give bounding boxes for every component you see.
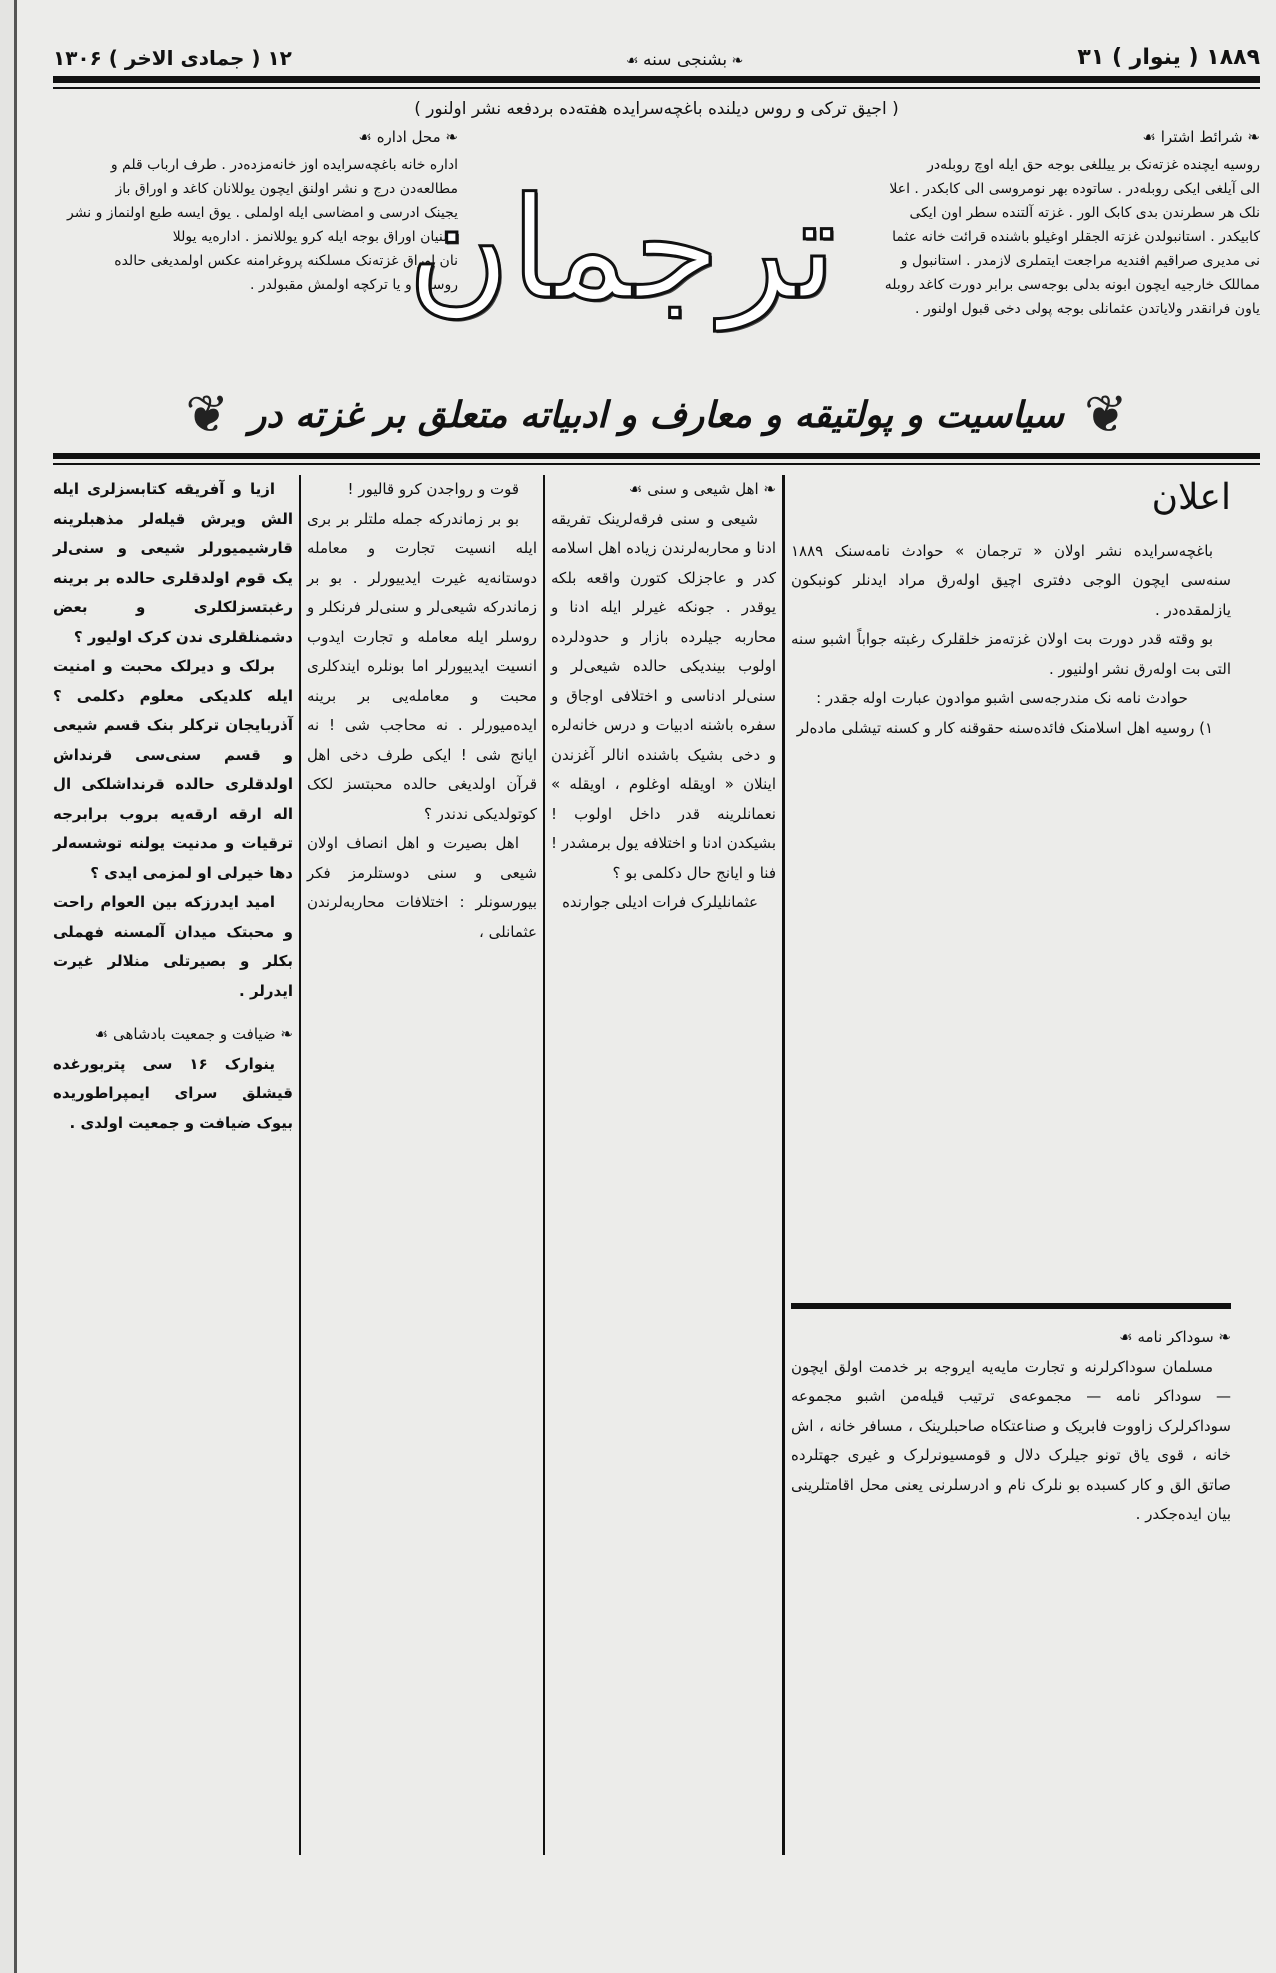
management-line: اداره خانه باغچه‌سرایده اوز خانه‌مزده‌در . طرف ارباب قلم و xyxy=(110,157,458,173)
tagline-row xyxy=(53,385,1260,445)
management-line: اولنیان اوراق بوجه ایله کرو یوللانمز . اداره‌یه یوللا xyxy=(172,229,458,245)
trade-section xyxy=(791,1323,1231,1530)
subscription-line: روسیه ایچنده غزته‌نک بر ییللغی بوجه حق ایله اوچ روبله‌در xyxy=(927,157,1260,173)
date-row xyxy=(53,36,1260,70)
issue-year xyxy=(626,50,743,70)
masthead-rule xyxy=(53,453,1260,459)
section-heading: ❧ ضیافت و جمعیت بادشاهی ☙ xyxy=(94,1025,293,1043)
column-rule xyxy=(299,475,301,1855)
paragraph: امید ایدرزکه بین العوام راحت و محبتک میدان آلمسنه فهملی بکلر و بصیرتلی منلالر غیرت ایدرلر . xyxy=(53,893,293,1000)
column-1 xyxy=(53,475,293,1855)
management-heading: ❧ محل اداره ☙ xyxy=(358,128,458,146)
paragraph: برلک و دیرلک محبت و امنیت ایله کلدیکی معلوم دکلمی ؟ آذربایجان ترکلر بنک قسم شیعی و قسم سنی‌سی قرنداش اولدقلری حالده قرنداشلکی ال اله ارقه ارقه‌یه بروب برابرجه ترقیات و مدنیت یولنه توشسه‌لر دها خیرلی او لمزمی ایدی ؟ xyxy=(53,657,293,882)
subscription-line: کابیکدر . استانبولدن غزته الجقلر اوغیلو باشنده قرائت خانه عثما xyxy=(892,229,1260,245)
year-label: بشنجی سنه xyxy=(643,50,728,70)
ornament-icon: ❧ xyxy=(727,53,744,69)
columns-row xyxy=(53,475,1260,1855)
paragraph: شیعی و سنی فرقه‌لرینک تفریقه ادنا و محاربه‌لرندن زیاده اهل اسلامه کدر و عاجزلک کتورن واقعه بلکه یوقدر . جونکه غیرلر ایله ادنا و محاربه جیلرده بازار و حدودلرده اولوب بیندیکی حالده شیعی‌لر و سنی‌لر ادنا‌سی و اختلافی اوجاق و سفره باشنه ادبیات و درس خانه‌لره و دخی بشیک باشنده انالر آغزندن اینلان « اویقله اوغلوم ، اویقله » نعمانلرینه قدر داخل اولوب ! بشیکدن ادنا و اختلافه یول برمشدر ! فنا و ایانج حال دکلمی بو ؟ xyxy=(551,509,776,882)
paragraph: بو وقته قدر دورت بت اولان غزته‌مز خلقلرک رغبته جواباً اشبو سنه التی بت اوله‌رق نشر اولنیور . xyxy=(791,630,1231,678)
masthead-title: ترجمان xyxy=(407,168,837,331)
paragraph: اهل بصیرت و اهل انصاف اولان شیعی و سنی دوستلرمز فکر بیورسونلر : اختلافات محاربه‌لرندن عثمانلی ، xyxy=(307,834,537,941)
subscription-line: مماللک خارجیه ایچون ابونه بدلی بوجه‌سی برابر دورت کاغد روبله xyxy=(884,277,1260,293)
gregorian-date: ۱۸۸۹ ( ینوار ) ۳۱ xyxy=(1077,45,1260,70)
hijri-date: ۱۲ ( جمادی الاخر ) ۱۳۰۶ xyxy=(53,46,292,70)
announcement-title: اعلان xyxy=(1151,477,1231,518)
paragraph: قوت و رواجدن کرو قالیور ! xyxy=(347,480,519,498)
right-column xyxy=(791,475,1231,1855)
paragraph: مسلمان سوداکرلرنه و تجارت مایه‌یه ایروجه بر خدمت اولق ایچون — سوداکر نامه — مجموعه‌ی ترتیب قیله‌من اشبو مجموعه سوداکرلرک زاووت فابریک و صناعتکاه صاحبلرینک ، مسافر خانه ، اش خانه ، قوی یاق تونو جیلرک دلال و قومسیونرلرک و غیری جهتلرده صاتق الق و کار کسبده بو نلرک نام و ادرسلرنی یعنی محل اقامتلرینی بیان ایده‌جکدر . xyxy=(791,1357,1231,1523)
management-line: یجینک ادرسی و امضاسی ایله اولملی . یوق ایسه طبع اولنماز و نشر xyxy=(67,205,458,221)
subscription-line: نی مدیری صراقیم افندیه مراجعت ایتملری لازمدر . استانبول و xyxy=(900,253,1260,269)
masthead-rule-thin xyxy=(53,463,1260,465)
subtitle: ( اجیق ترکی و روس دیلنده باغچه‌سرایده هفته‌ده بردفعه نشر اولنور ) xyxy=(414,99,899,119)
heading-text: سوداکر نامه xyxy=(1137,1328,1214,1346)
flourish-ornament-icon: ❦ xyxy=(1083,385,1128,445)
section-rule xyxy=(791,1303,1231,1309)
heading-text: محل اداره xyxy=(376,128,441,146)
column-2 xyxy=(307,475,537,1855)
announcement-section xyxy=(791,475,1231,743)
masthead-tagline: سیاسیت و پولتیقه و معارف و ادبیاته متعلق بر غزته در xyxy=(249,394,1064,436)
ornament-icon: ☙ xyxy=(626,53,644,69)
section-heading: ❧ سوداکر نامه ☙ xyxy=(1119,1328,1231,1346)
subscription-box xyxy=(855,125,1260,321)
subscription-line: الی آیلغی ایکی روبله‌در . ساتوده بهر نومروسی الی کابکدر . اعلا xyxy=(889,181,1260,197)
header-rule xyxy=(53,76,1260,83)
column-3 xyxy=(551,475,776,1855)
section-heading: ❧ اهل شیعی و سنی ☙ xyxy=(629,480,776,498)
subscription-line: یاون فرانقدر ولایاتدن عثمانلی بوجه پولی دخی قبول اولنور . xyxy=(914,301,1260,317)
management-line: نان اوراق غزته‌نک مسلکنه پروغرامنه عکس اولمدیغی حالده xyxy=(114,253,458,269)
paragraph: باغچه‌سرایده نشر اولان « ترجمان » حوادث نامه‌سنک ۱۸۸۹ سنه‌سی ایچون الوجی دفتری اچیق اوله‌رق مراد ایدنلر کونبکون یازلمقده‌در . xyxy=(791,541,1231,619)
heading-text: ضیافت و جمعیت بادشاهی xyxy=(112,1025,276,1043)
paragraph: عثمانلیلرک فرات ادیلی جوارنده xyxy=(562,893,758,911)
management-line: مطالعه‌دن درج و نشر اولنق ایچون یوللانان کاغد و اوراق باز xyxy=(115,181,458,197)
heading-text: اهل شیعی و سنی xyxy=(647,480,759,498)
flourish-ornament-icon: ❦ xyxy=(185,385,229,445)
paragraph: حوادث نامه نک مندرجه‌سی اشبو موادون عبارت اوله جقدر : xyxy=(816,689,1188,707)
header-rule-thin xyxy=(53,87,1260,89)
paragraph: بو بر زماندرکه جمله ملتلر بر بری ایله انسیت تجارت و معامله دوستانه‌یه غیرت ایدییورلر . بو بر زماندرکه شیعی‌لر و سنی‌لر فرنکلر و روسلر ایله معامله و تجارت ایدوب انسیت ایدییورلر اما بونلره ایندکلری محبت و معامله‌یی بر برینه ایده‌میورلر . نه محاجب شی ! نه ایانج شی ! ایکی طرف دخی اهل قرآن اولدیغی حالده محبتسز لکک کوتولدیکی ندندر ؟ xyxy=(307,509,537,823)
paragraph: ۱) روسیه اهل اسلامنک فائده‌سنه حقوقنه کار و کسنه تیشلی ماده‌لر xyxy=(796,718,1213,737)
management-line: روسچه و یا ترکچه اولمش مقبولدر . xyxy=(250,277,458,293)
management-box xyxy=(53,125,458,297)
masthead-row xyxy=(53,125,1260,375)
column-rule xyxy=(543,475,545,1855)
paragraph: ازیا و آفریقه کتابسزلری ایله الش ویرش قیله‌لر مذهبلرینه قارشیمیورلر شیعی و سنی‌لر یک قوم اولدقلری حالده بر برینه رغبتسزلکلری و بعض دشمنلقلری ندن کرک اولیور ؟ xyxy=(53,480,293,646)
newspaper-page xyxy=(14,0,1276,1973)
subscription-line: نلک هر سطرندن بدی کابک الور . غزته آلتنده سطر اون ایکی xyxy=(909,205,1260,221)
column-rule xyxy=(782,475,785,1855)
heading-text: شرائط اشترا xyxy=(1160,128,1243,146)
paragraph: ینوارک ۱۶ سی پتربورغده قیشلق سرای ایمپراطوریده بیوک ضیافت و جمعیت اولدی . xyxy=(53,1054,293,1132)
subscription-heading: ❧ شرائط اشترا ☙ xyxy=(1142,128,1260,146)
